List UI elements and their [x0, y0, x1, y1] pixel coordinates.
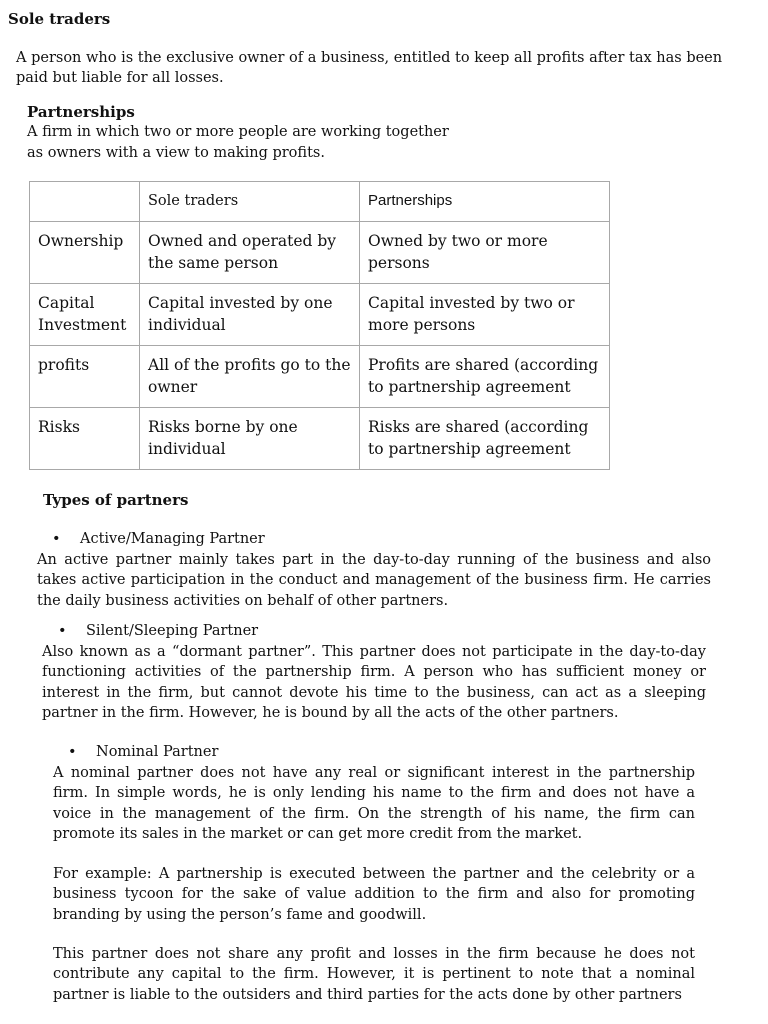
table-header-partnerships: Partnerships [360, 182, 610, 222]
table-row [30, 222, 610, 284]
row-label-capital-investment: Capital Investment [30, 284, 140, 346]
table-header-empty [30, 182, 140, 222]
list-item [52, 529, 265, 549]
bullet-icon: • [52, 531, 61, 547]
partnerships-heading: Partnerships [27, 103, 135, 121]
table-row [30, 284, 610, 346]
table-row [30, 346, 610, 408]
cell-sole-risks: Risks borne by one individual [140, 408, 360, 470]
partnerships-definition: A firm in which two or more people are working together as owners with a view to making profits. [27, 124, 449, 161]
cell-partnership-profits: Profits are shared (according to partnership agreement [360, 346, 610, 408]
nominal-partner-example: For example: A partnership is executed between the partner and the celebrity or a business tycoon for the sake of value addition to the firm and also for promoting branding by using the person’s fame and goodwill. [53, 866, 695, 923]
table-row [30, 408, 610, 470]
list-item [68, 742, 218, 762]
partner-type-nominal: Nominal Partner [96, 744, 219, 760]
partner-type-active: Active/Managing Partner [80, 531, 265, 547]
row-label-ownership: Ownership [30, 222, 140, 284]
table-header-row [30, 182, 610, 222]
row-label-profits: profits [30, 346, 140, 408]
list-item [58, 621, 258, 641]
bullet-icon: • [58, 623, 67, 639]
active-partner-description: An active partner mainly takes part in the day-to-day running of the business and also takes active participation in the conduct and management of the business firm. He carries the daily business activities on behalf of other partners. [37, 552, 711, 609]
row-label-risks: Risks [30, 408, 140, 470]
nominal-partner-liability: This partner does not share any profit and losses in the firm because he does not contribute any capital to the firm. However, it is pertinent to note that a nominal partner is liable to the outsiders and third parties for the acts done by other partners [53, 946, 695, 1003]
sole-traders-heading: Sole traders [8, 10, 111, 28]
cell-sole-profits: All of the profits go to the owner [140, 346, 360, 408]
cell-partnership-risks: Risks are shared (according to partnership agreement [360, 408, 610, 470]
silent-partner-description: Also known as a “dormant partner”. This partner does not participate in the day-to-day functioning activities of the partnership firm. A person who has sufficient money or interest in the firm, but cannot devote his time to the business, can act as a sleeping partner in the firm. However, he is bound by all the acts of the other partners. [42, 644, 706, 721]
cell-partnership-capital: Capital invested by two or more persons [360, 284, 610, 346]
cell-sole-ownership: Owned and operated by the same person [140, 222, 360, 284]
partner-type-silent: Silent/Sleeping Partner [86, 623, 259, 639]
nominal-partner-description: A nominal partner does not have any real or significant interest in the partnership firm. In simple words, he is only lending his name to the firm and does not have a voice in the management of the firm. On the strength of his name, the firm can promote its sales in the market or can get more credit from the market. [53, 765, 695, 842]
table-header-sole-traders: Sole traders [140, 182, 360, 222]
cell-partnership-ownership: Owned by two or more persons [360, 222, 610, 284]
sole-traders-definition: A person who is the exclusive owner of a business, entitled to keep all profits after tax has been paid but liable for all losses. [16, 50, 723, 86]
bullet-icon: • [68, 744, 77, 760]
types-of-partners-heading: Types of partners [43, 491, 189, 509]
cell-sole-capital: Capital invested by one individual [140, 284, 360, 346]
comparison-table [29, 181, 610, 470]
